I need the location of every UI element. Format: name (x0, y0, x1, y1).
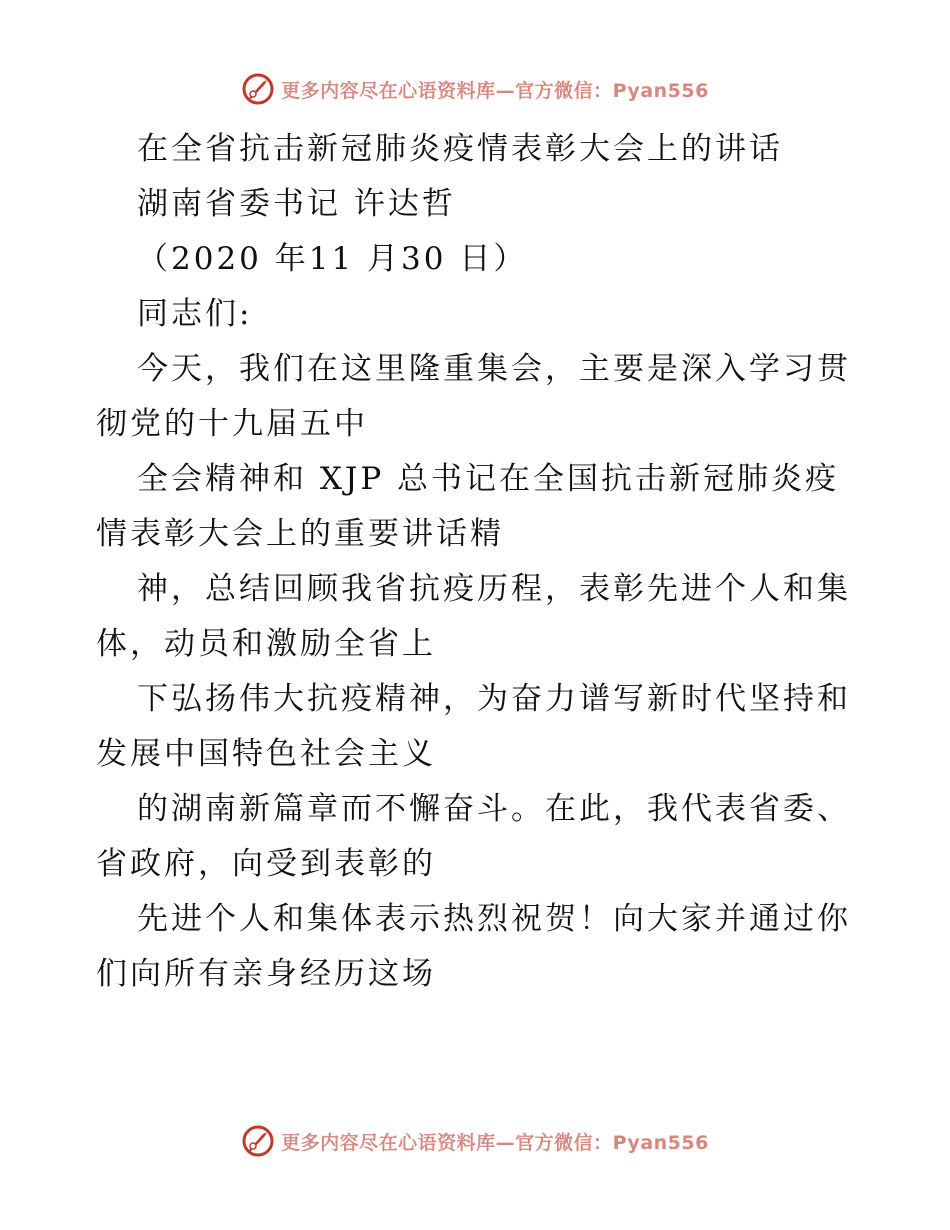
watermark-text: 更多内容尽在心语资料库—官方微信：Pyan556 (281, 1131, 709, 1154)
footer-watermark (0, 1124, 950, 1158)
watermark-group (241, 1124, 709, 1158)
body-paragraph: 神，总结回顾我省抗疫历程，表彰先进个人和集体，动员和激励全省上 (96, 571, 851, 662)
body-paragraph: 今天，我们在这里隆重集会，主要是深入学习贯彻党的十九届五中 (96, 351, 851, 442)
watermark-group (241, 72, 709, 106)
salutation: 同志们: (137, 296, 253, 332)
speech-title: 在全省抗击新冠肺炎疫情表彰大会上的讲话 (137, 131, 783, 167)
watermark-text: 更多内容尽在心语资料库—官方微信：Pyan556 (281, 79, 709, 102)
document-body (96, 122, 856, 1002)
body-paragraph: 的湖南新篇章而不懈奋斗。在此，我代表省委、省政府，向受到表彰的 (96, 791, 851, 882)
body-paragraph: 先进个人和集体表示热烈祝贺！向大家并通过你们向所有亲身经历这场 (96, 901, 851, 992)
date-line: （2020 年11 月30 日） (137, 241, 528, 277)
speaker-line: 湖南省委书记 许达哲 (137, 186, 456, 222)
quill-logo-icon (241, 1124, 275, 1158)
header-watermark (0, 72, 950, 106)
body-paragraph: 下弘扬伟大抗疫精神，为奋力谱写新时代坚持和发展中国特色社会主义 (96, 681, 851, 772)
quill-logo-icon (241, 72, 275, 106)
body-paragraph: 全会精神和 XJP 总书记在全国抗击新冠肺炎疫情表彰大会上的重要讲话精 (96, 461, 840, 552)
